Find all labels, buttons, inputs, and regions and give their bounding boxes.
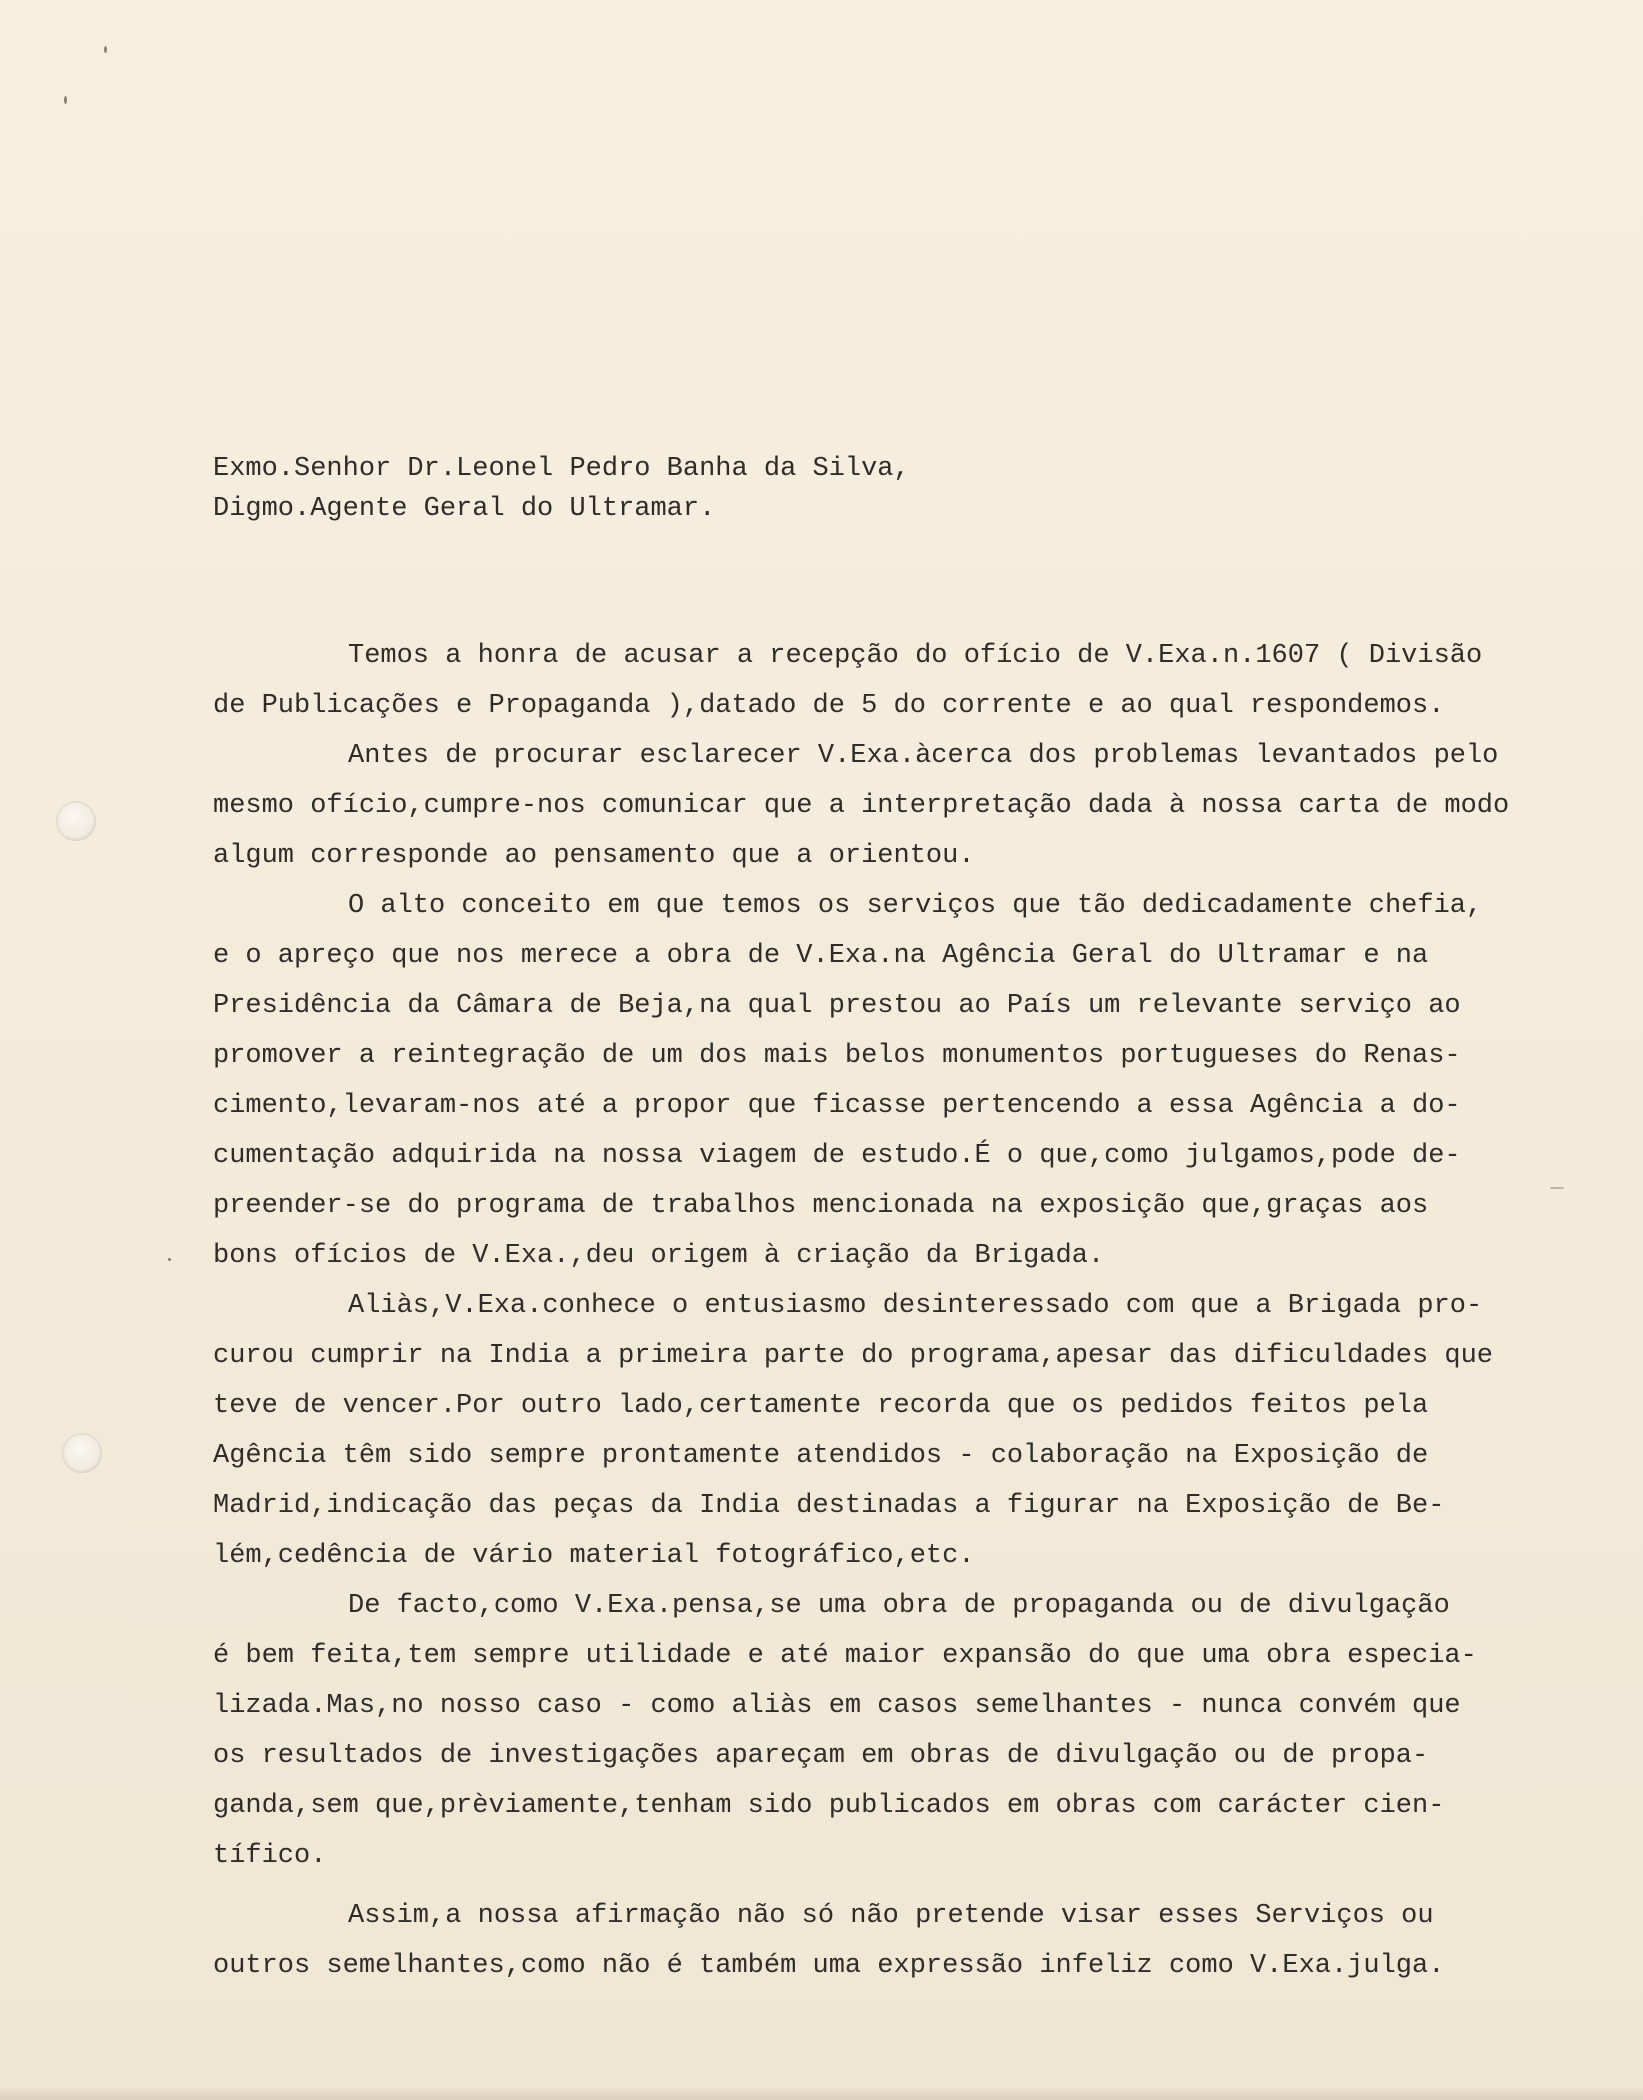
- body-line: ganda,sem que,prèviamente,tenham sido publicados em obras com carácter cien-: [213, 1791, 1445, 1821]
- body-line: Antes de procurar esclarecer V.Exa.àcerca dos problemas levantados pelo: [348, 741, 1499, 771]
- body-line: lizada.Mas,no nosso caso - como aliàs em casos semelhantes - nunca convém que: [213, 1691, 1461, 1721]
- body-line: preender-se do programa de trabalhos mencionada na exposição que,graças aos: [213, 1191, 1429, 1221]
- punch-hole-lower: [62, 1433, 102, 1473]
- body-line: Assim,a nossa afirmação não só não pretende visar esses Serviços ou: [348, 1901, 1434, 1931]
- body-line: bons ofícios de V.Exa.,deu origem à criação da Brigada.: [213, 1241, 1105, 1271]
- body-line: promover a reintegração de um dos mais belos monumentos portugueses do Renas-: [213, 1041, 1461, 1071]
- body-line: de Publicações e Propaganda ),datado de 5 do corrente e ao qual respondemos.: [213, 691, 1445, 721]
- body-line: teve de vencer.Por outro lado,certamente recorda que os pedidos feitos pela: [213, 1391, 1429, 1421]
- punch-hole-upper: [56, 801, 96, 841]
- body-line: curou cumprir na India a primeira parte do programa,apesar das dificuldades que: [213, 1341, 1494, 1371]
- addressee-line: Digmo.Agente Geral do Ultramar.: [213, 494, 716, 524]
- body-line: Madrid,indicação das peças da India destinadas a figurar na Exposição de Be-: [213, 1491, 1445, 1521]
- body-line: cumentação adquirida na nossa viagem de estudo.É o que,como julgamos,pode de-: [213, 1141, 1461, 1171]
- body-line: outros semelhantes,como não é também uma expressão infeliz como V.Exa.julga.: [213, 1951, 1445, 1981]
- body-line: O alto conceito em que temos os serviços que tão dedicadamente chefia,: [348, 891, 1483, 921]
- body-line: algum corresponde ao pensamento que a orientou.: [213, 841, 975, 871]
- body-line: De facto,como V.Exa.pensa,se uma obra de propaganda ou de divulgação: [348, 1591, 1450, 1621]
- body-line: Aliàs,V.Exa.conhece o entusiasmo desinteressado com que a Brigada pro-: [348, 1291, 1483, 1321]
- paper-speck: [168, 1258, 171, 1261]
- body-line: Agência têm sido sempre prontamente atendidos - colaboração na Exposição de: [213, 1441, 1429, 1471]
- paper-speck: [1550, 1187, 1564, 1189]
- body-line: os resultados de investigações apareçam em obras de divulgação ou de propa-: [213, 1741, 1429, 1771]
- body-line: é bem feita,tem sempre utilidade e até maior expansão do que uma obra especia-: [213, 1641, 1477, 1671]
- addressee-line: Exmo.Senhor Dr.Leonel Pedro Banha da Silva,: [213, 454, 910, 484]
- body-line: Presidência da Câmara de Beja,na qual prestou ao País um relevante serviço ao: [213, 991, 1461, 1021]
- page-edge-shadow: [0, 2086, 1643, 2100]
- body-line: Temos a honra de acusar a recepção do ofício de V.Exa.n.1607 ( Divisão: [348, 641, 1483, 671]
- body-line: cimento,levaram-nos até a propor que ficasse pertencendo a essa Agência a do-: [213, 1091, 1461, 1121]
- paper-speck: [64, 96, 67, 104]
- body-line: tífico.: [213, 1841, 327, 1871]
- body-line: e o apreço que nos merece a obra de V.Exa.na Agência Geral do Ultramar e na: [213, 941, 1429, 971]
- body-line: lém,cedência de vário material fotográfico,etc.: [213, 1541, 975, 1571]
- body-line: mesmo ofício,cumpre-nos comunicar que a interpretação dada à nossa carta de modo: [213, 791, 1510, 821]
- paper-speck: [104, 46, 107, 53]
